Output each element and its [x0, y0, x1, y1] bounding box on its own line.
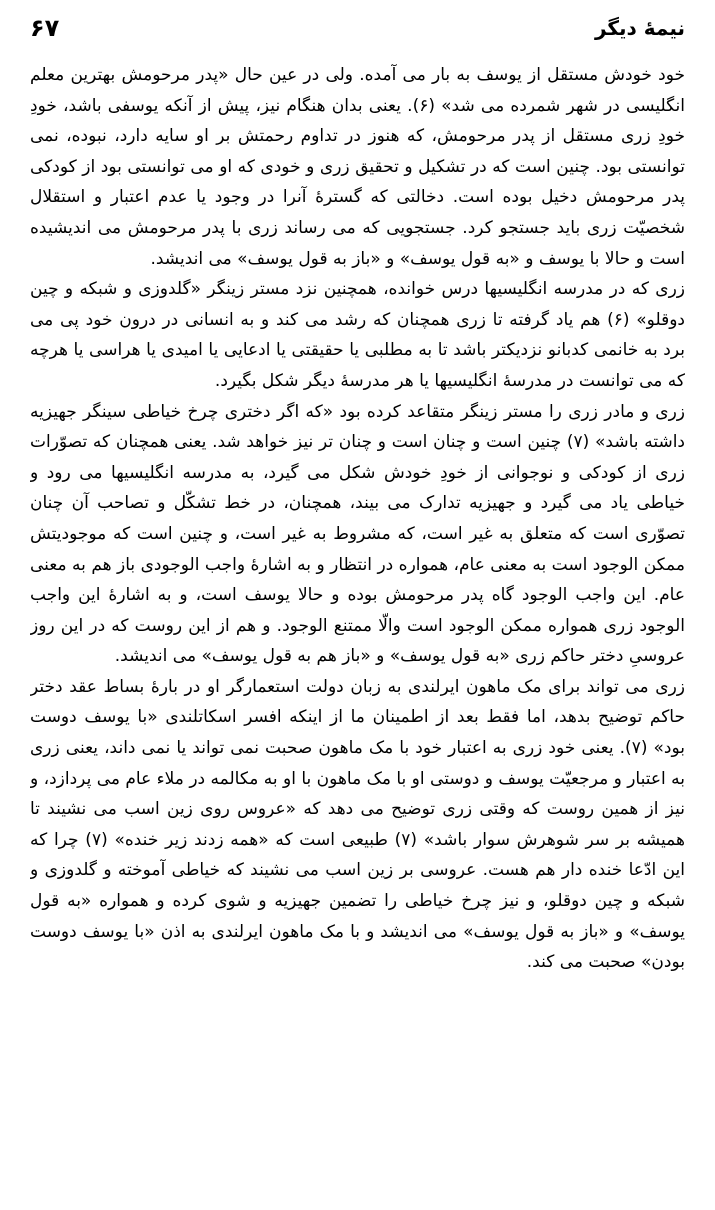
running-title: نیمهٔ دیگر — [594, 16, 685, 40]
page-number: ۶۷ — [30, 14, 60, 42]
paragraph-1: خود خودش مستقل از یوسف به بار می آمده. ولی در عین حال «پدر مرحومش بهترین معلم انگلیسی در شهر شمرده می شد» (۶). یعنی بدان هنگام نیز، پیش از آنکه یوسفی باشد، خودِ خودِ زری مستقل از پدر مرحومش، که هنوز در تداوم رحمتش بر او سایه دارد، نبوده، نمی توانستی بود. چنین است که در تشکیل و تحقیق زری و خودی که او می توانستی بود از کودکی پدر مرحومش دخیل بوده است. دخالتی که گسترهٔ آنرا در وجود یا عدم اعتبار و استقلال شخصیّت زری باید جستجو کرد. جستجویی که می رساند زری با پدر مرحومش می اندیشیده است و حالا با یوسف و «به قول یوسف» و «باز به قول یوسف» می اندیشد. — [30, 65, 685, 269]
page-header — [30, 10, 685, 52]
paragraph-4: زری می تواند برای مک ماهون ایرلندی به زبان دولت استعمارگر او در بارهٔ بساط عقد دختر حاکم توضیح بدهد، اما فقط بعد از اطمینان ما از اینکه افسر اسکاتلندی «با یوسف دوست بود» (۷). یعنی خود زری به اعتبار خود با مک ماهون صحبت نمی تواند یا نمی داند، یعنی زری به اعتبار و مرجعیّت یوسف و دوستی او با مک ماهون با او به مکالمه در ملاء عام می پردازد، و نیز از همین روست که وقتی زری توضیح می دهد که «عروس روی زین اسب می نشیند تا همیشه بر سر شوهرش سوار باشد» (۷) طبیعی است که «همه زدند زیر خنده» (۷) چرا که این ادّعا خنده دار هم هست. عروسی بر زین اسب می نشیند که خیاطی آموخته و گلدوزی و شبکه و چین دوقلو، و نیز چرخ خیاطی را تضمین جهیزیه و شوی کرده و همواره «به قول یوسف» و «باز به قول یوسف» می اندیشد و با مک ماهون ایرلندی به اذن «با یوسف دوست بودن» صحبت می کند. — [30, 676, 685, 973]
body-text — [30, 60, 685, 1198]
paragraph-2: زری که در مدرسه انگلیسیها درس خوانده، همچنین نزد مستر زینگر «گلدوزی و شبکه و چین دوقلو» (۶) هم یاد گرفته تا زری همچنان که رشد می کند و به انسانی در درون خود پی می برد به خانمی کدبانو نزدیکتر باشد تا به مطلبی یا حقیقتی یا ادعایی یا امیدی یا هراسی یا هرچه که می توانست در مدرسهٔ انگلیسیها یا هر مدرسهٔ دیگر شکل بگیرد. — [30, 279, 685, 391]
paragraph-3: زری و مادر زری را مستر زینگر متقاعد کرده بود «که اگر دختری چرخ خیاطی سینگر جهیزیه داشته باشد» (۷) چنین است و چنان است و چنان تر نیز خواهد شد. یعنی همچنان که تصوّرات زری از کودکی و نوجوانی از خودِ خودش شکل می گیرد، به مدرسه انگلیسیها می رود و خیاطی یاد می گیرد و جهیزیه تدارک می بیند، همچنان، در خط تشکّل و تصاحب آن چنان تصوّری است که متعلق به غیر است، که مشروط به غیر است، و چنین است که موجودیتش ممکن الوجود است به معنی عام، همواره در انتظار و به اشارهٔ واجب الوجودی باز هم به معنی عام. این واجب الوجود گاه پدر مرحومش بوده و حالا یوسف است، و به اشارهٔ این واجب الوجود زری همواره ممکن الوجود است والّا ممتنع الوجود. و هم از این روست که در این روز عروسیِ دختر حاکم زری «به قول یوسف» و «باز هم به قول یوسف» می اندیشد. — [30, 401, 685, 667]
